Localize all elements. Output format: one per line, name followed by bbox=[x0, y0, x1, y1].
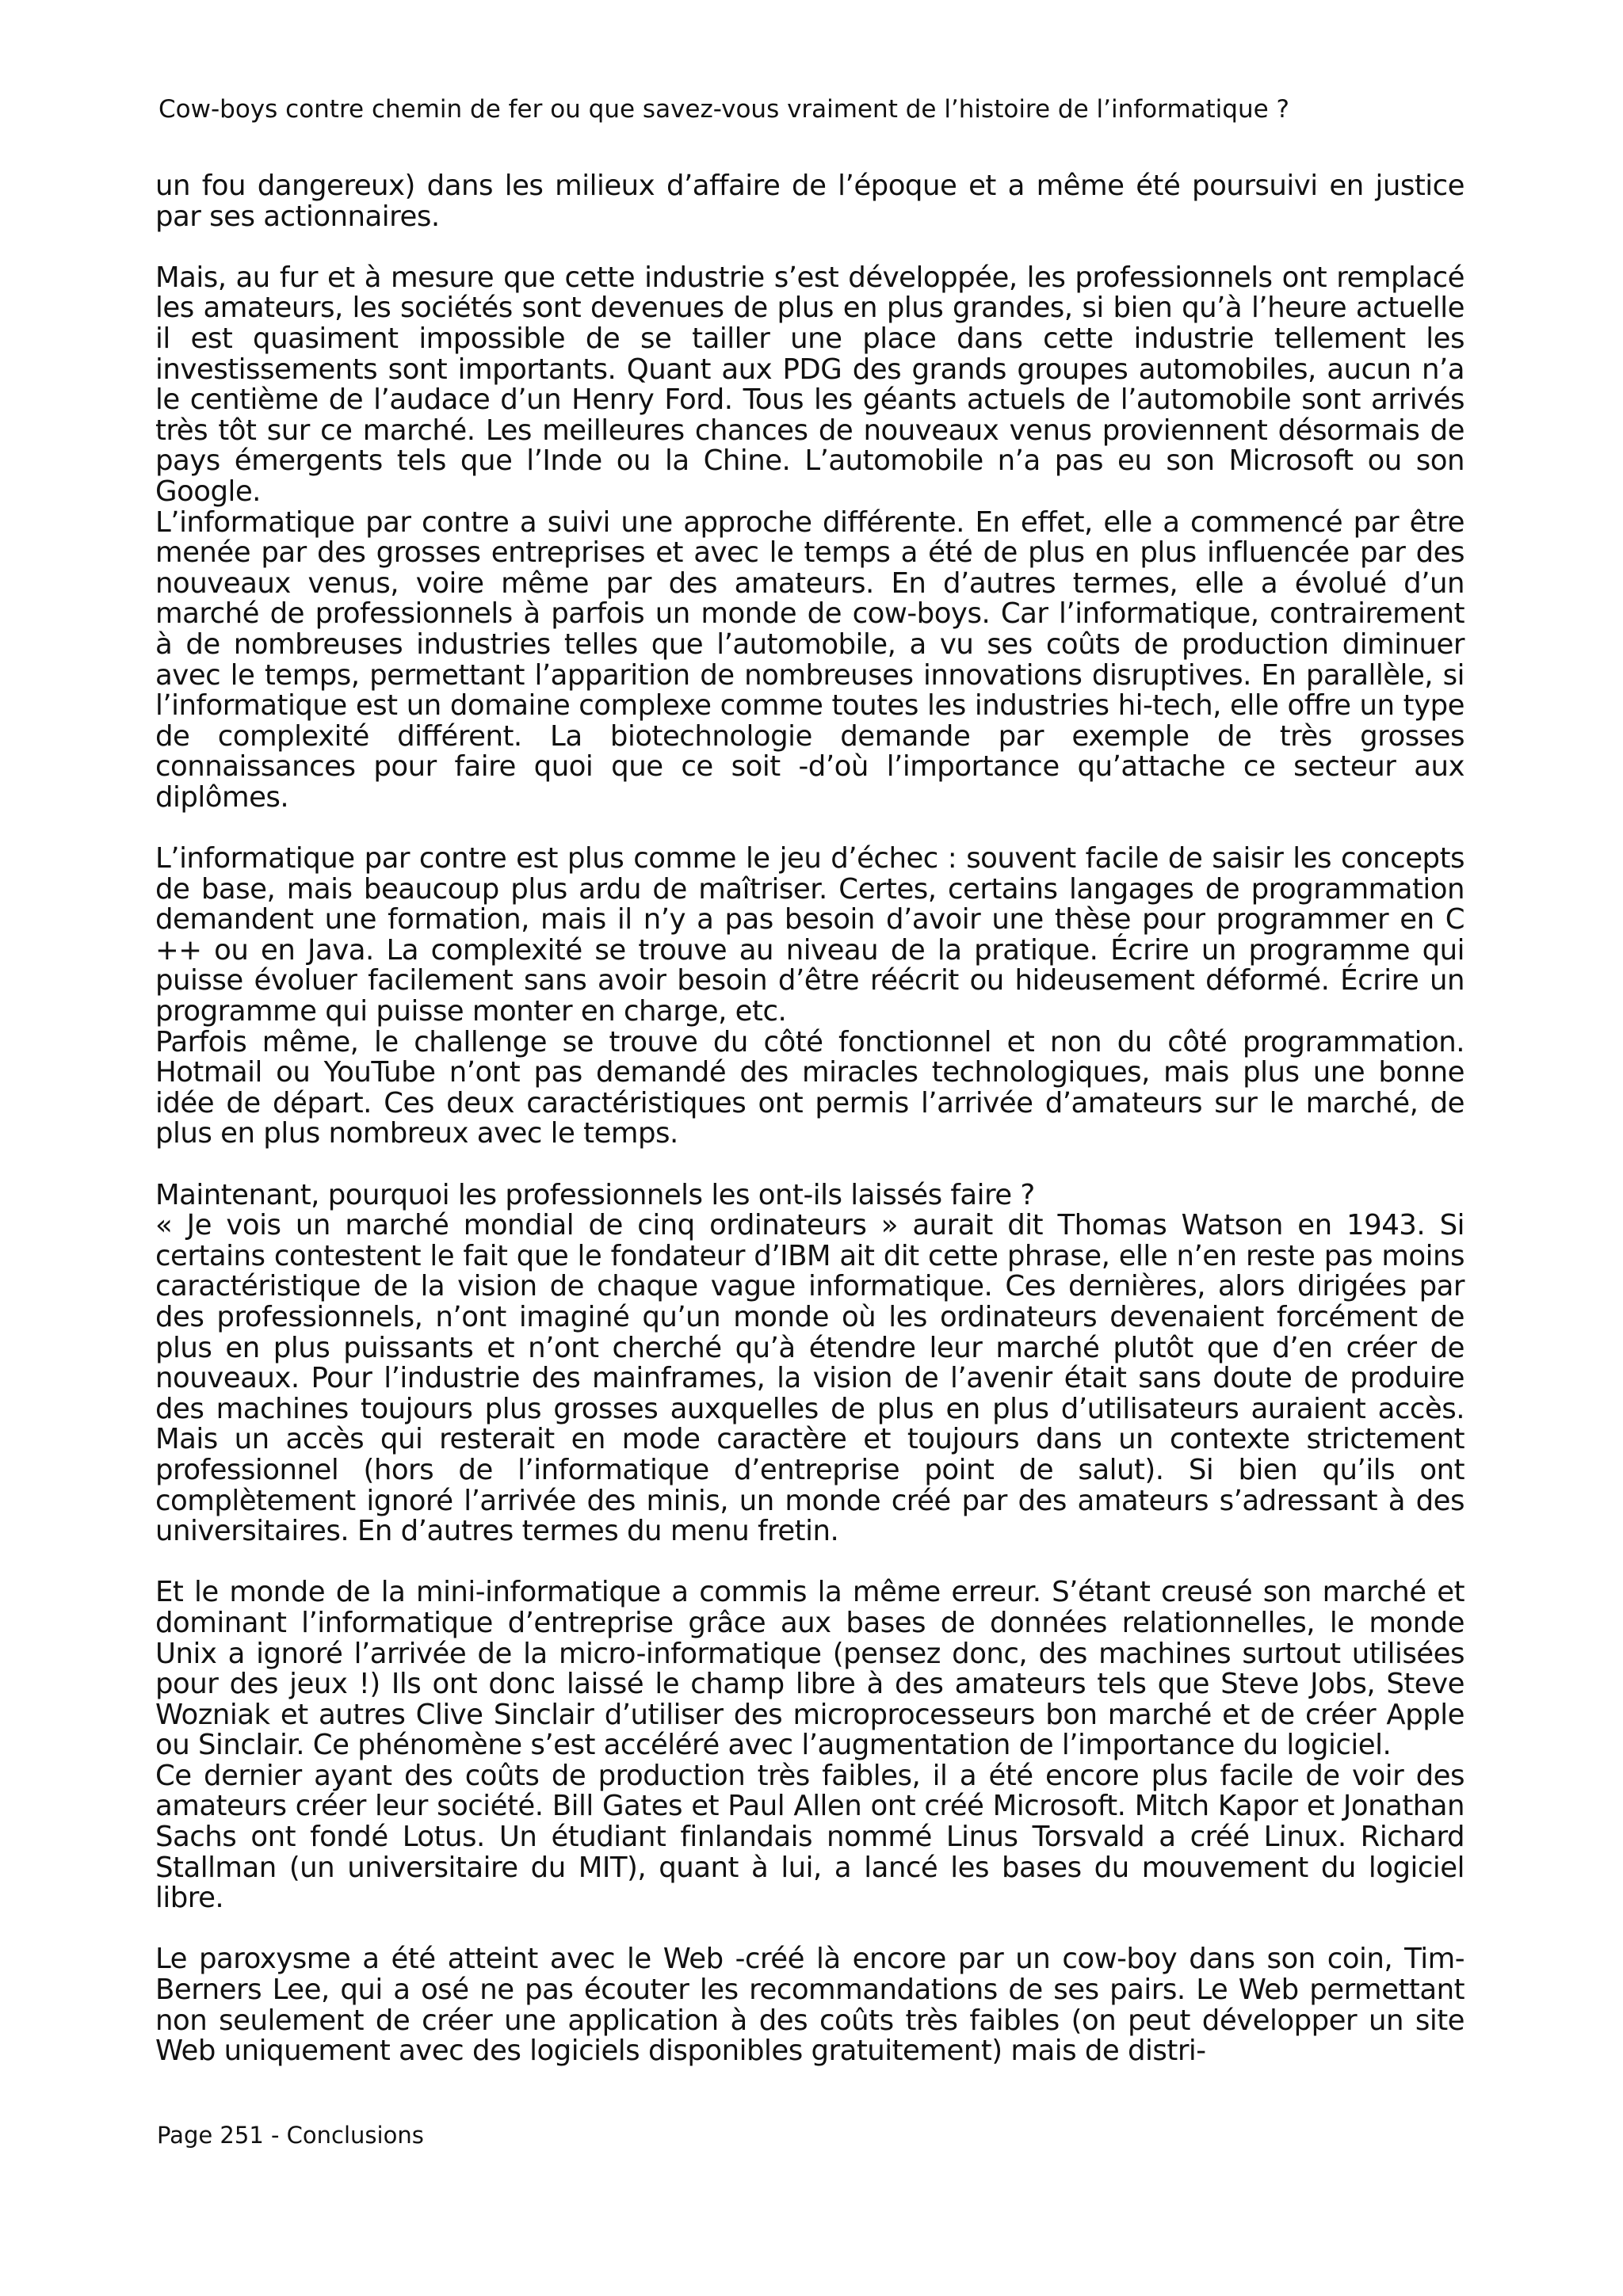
paragraph-3: L’informatique par contre a suivi une approche différente. En effet, elle a commencé par être menée par des grosses entreprises et avec le temps a été de plus en plus influencée par des nouveaux venus, voire même par des amateurs. En d’autres termes, elle a évolué d’un marché de professionnels à parfois un monde de cow-boys. Car l’informatique, contrairement à de nombreuses industries telles que l’automobile, a vu ses coûts de production diminuer avec le temps, permettant l’apparition de nombreuses innovations disruptives. En parallèle, si l’informatique est un domaine complexe comme toutes les industries hi-tech, elle offre un type de complexité différent. La biotechnologie demande par exemple de très grosses connaissances pour faire quoi que ce soit -d’où l’importance qu’attache ce secteur aux diplômes. bbox=[155, 505, 1465, 814]
paragraph-4: L’informatique par contre est plus comme le jeu d’échec : souvent facile de saisir les concepts de base, mais beaucoup plus ardu de maîtriser. Certes, certains langages de programmation demandent une formation, mais il n’y a pas besoin d’avoir une thèse pour programmer en C ++ ou en Java. La complexité se trouve au niveau de la pratique. Écrire un programme qui puisse évoluer facilement sans avoir besoin d’être réécrit ou hideusement déformé. Écrire un programme qui puisse monter en charge, etc. bbox=[155, 842, 1465, 1028]
paragraph-10: Le paroxysme a été atteint avec le Web -créé là encore par un cow-boy dans son coin, Tim-Berners Lee, qui a osé ne pas écouter les recommandations de ses pairs. Le Web permettant non seulement de créer une application à des coûts très faibles (on peut développer un site Web uniquement avec des logiciels disponibles gratuitement) mais de distri- bbox=[155, 1943, 1465, 2068]
paragraph-9: Ce dernier ayant des coûts de production très faibles, il a été encore plus facile de voir des amateurs créer leur société. Bill Gates et Paul Allen ont créé Microsoft. Mitch Kapor et Jonathan Sachs ont fondé Lotus. Un étudiant finlandais nommé Linus Torsvald a créé Linux. Richard Stallman (un universitaire du MIT), quant à lui, a lancé les bases du mouvement du logiciel libre. bbox=[155, 1759, 1465, 1915]
paragraph-6: Maintenant, pourquoi les professionnels les ont-ils laissés faire ? bbox=[155, 1178, 1035, 1211]
paragraph-8: Et le monde de la mini-informatique a commis la même erreur. S’étant creusé son marché et dominant l’informatique d’entreprise grâce aux bases de données relationnelles, le monde Unix a ignoré l’arrivée de la micro-informatique (pensez donc, des machines surtout utilisées pour des jeux !) Ils ont donc laissé le champ libre à des amateurs tels que Steve Jobs, Steve Wozniak et autres Clive Sinclair d’utiliser des microprocesseurs bon marché et de créer Apple ou Sinclair. Ce phénomène s’est accéléré avec l’augmentation de l’importance du logiciel. bbox=[155, 1576, 1465, 1762]
page-body bbox=[155, 171, 1465, 2067]
paragraph-1: un fou dangereux) dans les milieux d’affaire de l’époque et a même été poursuivi en justice par ses actionnaires. bbox=[155, 170, 1465, 233]
page-footer: Page 251 - Conclusions bbox=[157, 2122, 424, 2149]
paragraph-2: Mais, au fur et à mesure que cette industrie s’est développée, les professionnels ont remplacé les amateurs, les sociétés sont devenues de plus en plus grandes, si bien qu’à l’heure actuelle il est quasiment impossible de se tailler une place dans cette industrie tellement les investissements sont importants. Quant aux PDG des grands groupes automobiles, aucun n’a le centième de l’audace d’un Henry Ford. Tous les géants actuels de l’automobile sont arrivés très tôt sur ce marché. Les meilleures chances de nouveaux venus proviennent désormais de pays émergents tels que l’Inde ou la Chine. L’automobile n’a pas eu son Microsoft ou son Google. bbox=[155, 261, 1465, 508]
paragraph-5: Parfois même, le challenge se trouve du côté fonctionnel et non du côté programmation. Hotmail ou YouTube n’ont pas demandé des miracles technologiques, mais plus une bonne idée de départ. Ces deux caractéristiques ont permis l’arrivée d’amateurs sur le marché, de plus en plus nombreux avec le temps. bbox=[155, 1025, 1465, 1150]
paragraph-7: « Je vois un marché mondial de cinq ordinateurs » aurait dit Thomas Watson en 1943. Si certains contestent le fait que le fondateur d’IBM ait dit cette phrase, elle n’en reste pas moins caractéristique de la vision de chaque vague informatique. Ces dernières, alors dirigées par des professionnels, n’ont imaginé qu’un monde où les ordinateurs devenaient forcément de plus en plus puissants et n’ont cherché qu’à étendre leur marché plutôt que d’en créer de nouveaux. Pour l’industrie des mainframes, la vision de l’avenir était sans doute de produire des machines toujours plus grosses auxquelles de plus en plus d’utilisateurs auraient accès. Mais un accès qui resterait en mode caractère et toujours dans un contexte strictement professionnel (hors de l’informatique d’entreprise point de salut). Si bien qu’ils ont complètement ignoré l’arrivée des minis, un monde créé par des amateurs s’adressant à des universitaires. En d’autres termes du menu fretin. bbox=[155, 1209, 1465, 1548]
running-header: Cow-boys contre chemin de fer ou que savez-vous vraiment de l’histoire de l’informatique ? bbox=[158, 95, 1289, 124]
